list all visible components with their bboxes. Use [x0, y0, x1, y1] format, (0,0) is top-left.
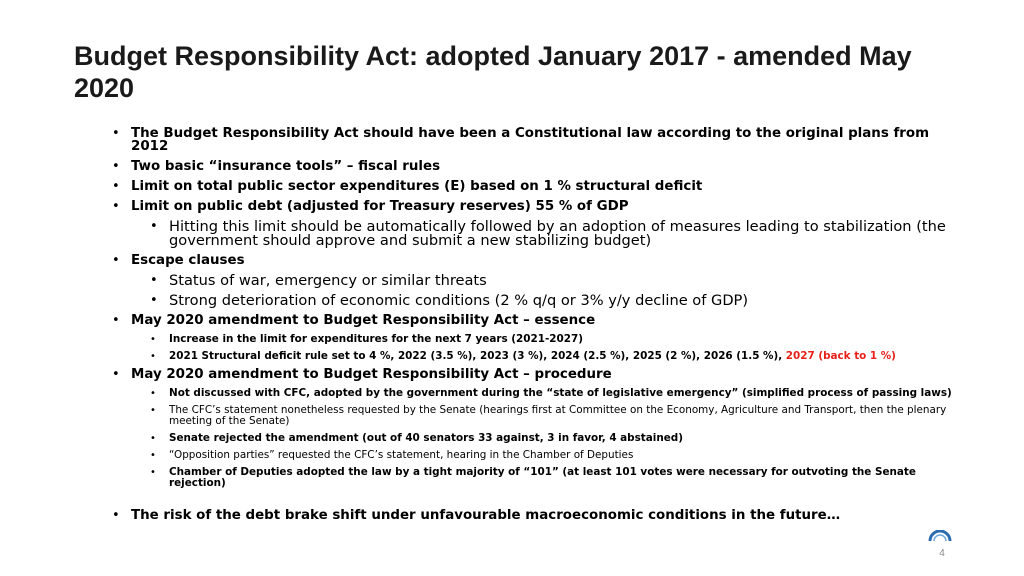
- page-number: 4: [939, 548, 945, 559]
- subbullet-opposition-request: • “Opposition parties” requested the CFC’s statement, hearing in the Chamber of Deputies: [150, 450, 962, 461]
- bullet-debt-brake-risk: • The risk of the debt brake shift under unfavourable macroeconomic conditions in the future…: [112, 509, 962, 522]
- subbullet-not-discussed-cfc: • Not discussed with CFC, adopted by the government during the “state of legislative emergency” (simplified process of passing laws): [150, 388, 962, 399]
- subbullet-senate-rejected: • Senate rejected the amendment (out of 40 senators 33 against, 3 in favor, 4 abstained): [150, 433, 962, 444]
- subbullet-expenditure-increase: • Increase in the limit for expenditures for the next 7 years (2021-2027): [150, 334, 962, 345]
- bullet-escape-clauses: • Escape clauses: [112, 254, 962, 267]
- subbullet-economic-deterioration: • Strong deterioration of economic conditions (2 % q/q or 3% y/y decline of GDP): [150, 294, 962, 308]
- logo-arc-icon: [928, 530, 952, 542]
- bullet-list: [112, 127, 962, 529]
- bullet-amendment-essence: • May 2020 amendment to Budget Responsibility Act – essence: [112, 314, 962, 327]
- bullet-constitutional-law: • The Budget Responsibility Act should have been a Constitutional law according to the original plans from 2012: [112, 127, 962, 153]
- deficit-2027-highlight: 2027 (back to 1 %): [785, 350, 896, 362]
- subbullet-chamber-adopted: • Chamber of Deputies adopted the law by a tight majority of “101” (at least 101 votes were necessary for outvoting the Senate rejection): [150, 467, 962, 489]
- subbullet-stabilization: • Hitting this limit should be automatically followed by an adoption of measures leading to stabilization (the government should approve and submit a new stabilizing budget): [150, 220, 962, 248]
- subbullet-war-emergency: • Status of war, emergency or similar threats: [150, 274, 962, 288]
- deficit-schedule-text: 2021 Structural deficit rule set to 4 %, 2022 (3.5 %), 2023 (3 %), 2024 (2.5 %), 2025 (2 %), 2026 (1.5 %),: [169, 350, 786, 362]
- bullet-debt-limit: • Limit on public debt (adjusted for Treasury reserves) 55 % of GDP: [112, 200, 962, 213]
- subbullet-structural-deficit: [150, 351, 962, 362]
- bullet-insurance-tools: • Two basic “insurance tools” – fiscal rules: [112, 160, 962, 173]
- slide-title: Budget Responsibility Act: adopted January 2017 - amended May 2020: [74, 41, 912, 103]
- bullet-amendment-procedure: • May 2020 amendment to Budget Responsibility Act – procedure: [112, 368, 962, 381]
- subbullet-senate-request: • The CFC’s statement nonetheless requested by the Senate (hearings first at Committee on the Economy, Agriculture and Transport, then the plenary meeting of the Senate): [150, 405, 962, 427]
- bullet-expenditure-limit: • Limit on total public sector expenditures (E) based on 1 % structural deficit: [112, 180, 962, 193]
